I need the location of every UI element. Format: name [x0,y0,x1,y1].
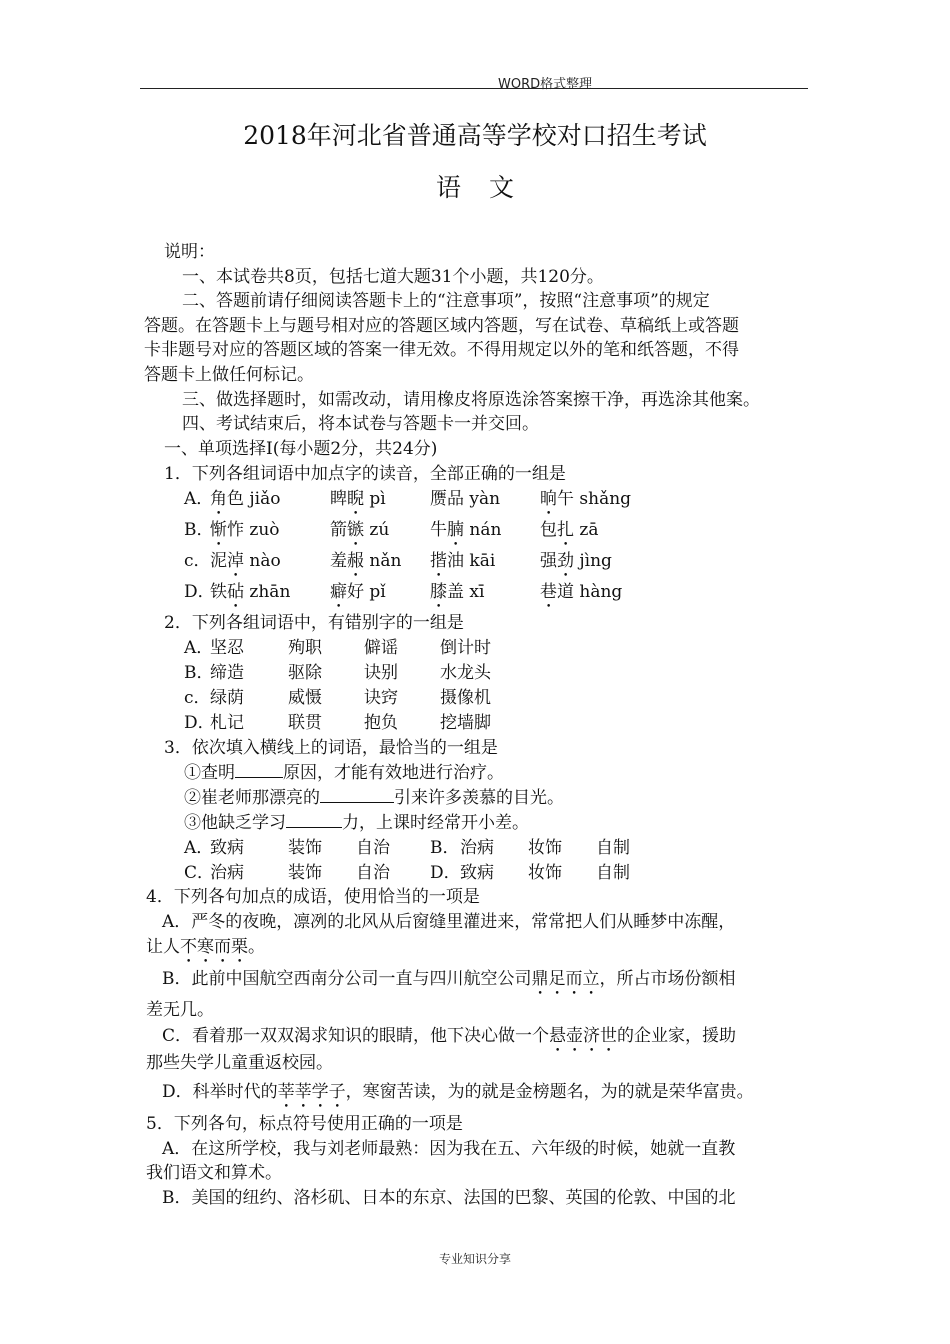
option-item [210,580,290,612]
option-word: 自治 [356,838,390,858]
option-item [430,518,501,550]
option-label: D． [184,713,215,733]
option-word: 坚忍 [210,638,244,658]
item-text: 道 hàng [557,582,623,602]
item-text: 好 pǐ [347,582,386,602]
option-item [210,549,281,581]
question-3-blank-1 [184,761,504,785]
question-5-option-a: A．在这所学校，我与刘老师最熟：因为我在五、六年级的时候，她就一直教 [162,1139,736,1159]
option-label: A． [184,638,214,658]
blank-prefix: ③他缺乏学习 [184,813,286,833]
option-word: 自制 [596,863,630,883]
item-text: 睥 [330,489,347,509]
option-item [430,487,500,511]
dotted-idiom: 莘莘学子 [277,1082,346,1102]
option-word: 绿荫 [210,688,244,708]
page-header: WORD格式整理 [498,77,593,92]
option-word: 自治 [356,863,390,883]
option-word: 致病 [460,863,494,883]
option-word: 驱除 [288,663,322,683]
question-5-option-b: B．美国的纽约、洛杉矶、日本的东京、法国的巴黎、英国的伦敦、中国的北 [162,1188,736,1208]
option-word: 水龙头 [440,663,491,683]
instruction-line: 卡非题号对应的答题区域的答案一律无效。不得用规定以外的笔和纸答题，不得 [144,340,739,360]
dotted-char: 巷 [540,582,557,602]
blank-prefix: ②崔老师那漂亮的 [184,788,320,808]
item-text: nào [244,551,281,571]
section-heading: 一、单项选择Ⅰ(每小题2分，共24分) [164,439,438,459]
option-label: B． [184,663,214,683]
item-text: 羞 [330,551,347,571]
fill-blank [286,811,342,828]
question-4-option-d: D．科举时代的莘莘学子，寒窗苦读，为的就是金榜题名，为的就是荣华富贵。 [162,1082,754,1102]
option-label: C． [184,863,215,883]
item-text: zā [574,520,599,540]
item-text: zú [364,520,390,540]
item-text: 铁 [210,582,227,602]
option-item [430,580,484,612]
option-word: 诀窍 [364,688,398,708]
option-word: 联贯 [288,713,322,733]
item-text: 箭 [330,520,347,540]
blank-suffix: 原因，才能有效地进行治疗。 [283,763,504,783]
instruction-line: 答题。在答题卡上与题号相对应的答题区域内答题，写在试卷、草稿纸上或答题 [144,316,739,336]
option-word: 札记 [210,713,244,733]
item-text: 色 jiǎo [227,489,281,509]
item-text: 强 [540,551,557,571]
question-3-blank-2 [184,786,564,810]
question-5-stem: 5．下列各句，标点符号使用正确的一项是 [146,1114,463,1134]
question-4-option-a: A．严冬的夜晚，凛冽的北风从后窗缝里灌进来，常常把人们从睡梦中冻醒， [162,912,736,932]
item-text: nǎn [364,551,402,571]
dotted-char: 淖 [227,551,244,571]
item-text: nán [464,520,502,540]
dotted-char: 惭 [210,520,227,540]
option-label: B． [184,520,214,540]
question-4-option-c: C．看着那一双双渴求知识的眼睛，他下决心做一个悬壶济世的企业家，援助 [162,1026,737,1046]
item-text: 品 yàn [447,489,501,509]
option-word: 装饰 [288,838,322,858]
option-word: 装饰 [288,863,322,883]
blank-prefix: ①查明 [184,763,235,783]
question-5-option-a-cont: 我们语文和算术。 [146,1163,282,1183]
option-label: D． [430,863,461,883]
instruction-line: 答题卡上做任何标记。 [144,365,314,385]
question-4-option-a-cont: 让人不寒而栗。 [146,937,265,957]
option-item [330,487,386,519]
option-word: 倒计时 [440,638,491,658]
option-word: 诀别 [364,663,398,683]
instruction-line: 四、考试结束后，将本试卷与答题卡一并交回。 [182,414,539,434]
option-word: 威慑 [288,688,322,708]
option-item [430,549,495,581]
item-text: 午 shǎng [557,489,632,509]
dotted-char: 赧 [347,551,364,571]
dotted-char: 镞 [347,520,364,540]
option-word: 治病 [210,863,244,883]
item-text: pì [364,489,386,509]
item-text: 牛 [430,520,447,540]
dotted-char: 癖 [330,582,347,602]
header-rule [140,88,808,89]
question-2-stem: 2．下列各组词语中，有错别字的一组是 [164,613,464,633]
question-3-stem: 3．依次填入横线上的词语，最恰当的一组是 [164,738,498,758]
option-item [540,549,612,581]
dotted-char: 砧 [227,582,244,602]
option-label: c． [184,688,211,708]
dotted-char: 膝 [430,582,447,602]
option-label: c． [184,551,211,571]
option-item [540,487,631,519]
option-label: B． [430,838,460,858]
option-word: 致病 [210,838,244,858]
dotted-char: 腩 [447,520,464,540]
question-4-option-b-cont: 差无几。 [146,1000,214,1020]
question-4-option-b: B．此前中国航空西南分公司一直与四川航空公司鼎足而立，所占市场份额相 [162,969,736,989]
blank-suffix: 力，上课时经常开小差。 [342,813,529,833]
exam-title: 2018年河北省普通高等学校对口招生考试 [243,121,707,150]
option-word: 抱负 [364,713,398,733]
item-text: 油 kāi [447,551,496,571]
option-word: 治病 [460,838,494,858]
dotted-char: 扎 [557,520,574,540]
option-item [210,487,280,519]
option-item [210,518,280,550]
question-1-stem: 1．下列各组词语中加点字的读音，全部正确的一组是 [164,464,566,484]
item-text: zhān [244,582,291,602]
option-word: 僻谣 [364,638,398,658]
dotted-idiom: 不寒而栗 [180,937,248,957]
option-word: 妆饰 [528,863,562,883]
item-text: 盖 xī [447,582,485,602]
instruction-line: 二、答题前请仔细阅读答题卡上的“注意事项”，按照“注意事项”的规定 [182,291,710,311]
item-text: 赝 [430,489,447,509]
question-4-option-c-cont: 那些失学儿童重返校园。 [146,1053,333,1073]
option-label: A． [184,838,214,858]
option-label: A． [184,489,214,509]
item-text: 泥 [210,551,227,571]
item-text: 怍 zuò [227,520,280,540]
option-item [540,518,599,550]
question-4-stem: 4．下列各句加点的成语，使用恰当的一项是 [146,887,480,907]
blank-suffix: 引来许多羡慕的目光。 [394,788,564,808]
dotted-char: 揩 [430,551,447,571]
option-item [330,518,389,550]
question-3-blank-3 [184,811,529,835]
instructions-heading: 说明： [164,242,215,262]
item-text: jìng [574,551,612,571]
option-item [540,580,622,612]
dotted-idiom: 鼎足而立 [531,969,600,989]
option-word: 缔造 [210,663,244,683]
option-label: D． [184,582,215,602]
dotted-char: 睨 [347,489,364,509]
dotted-char: 劲 [557,551,574,571]
dotted-char: 晌 [540,489,557,509]
page-footer: 专业知识分享 [438,1252,511,1266]
dotted-idiom: 悬壶济世 [549,1026,618,1046]
option-word: 自制 [596,838,630,858]
option-item [330,580,386,612]
option-word: 妆饰 [528,838,562,858]
option-word: 摄像机 [440,688,491,708]
dotted-char: 角 [210,489,227,509]
option-item [330,549,401,581]
option-word: 殉职 [288,638,322,658]
exam-subject: 语文 [435,173,542,202]
option-word: 挖墙脚 [440,713,491,733]
fill-blank [320,786,394,803]
instruction-line: 一、本试卷共8页，包括七道大题31个小题，共120分。 [182,267,604,287]
instruction-line: 三、做选择题时，如需改动，请用橡皮将原选涂答案擦干净，再选涂其他案。 [182,390,760,410]
fill-blank [235,761,283,778]
item-text: 包 [540,520,557,540]
